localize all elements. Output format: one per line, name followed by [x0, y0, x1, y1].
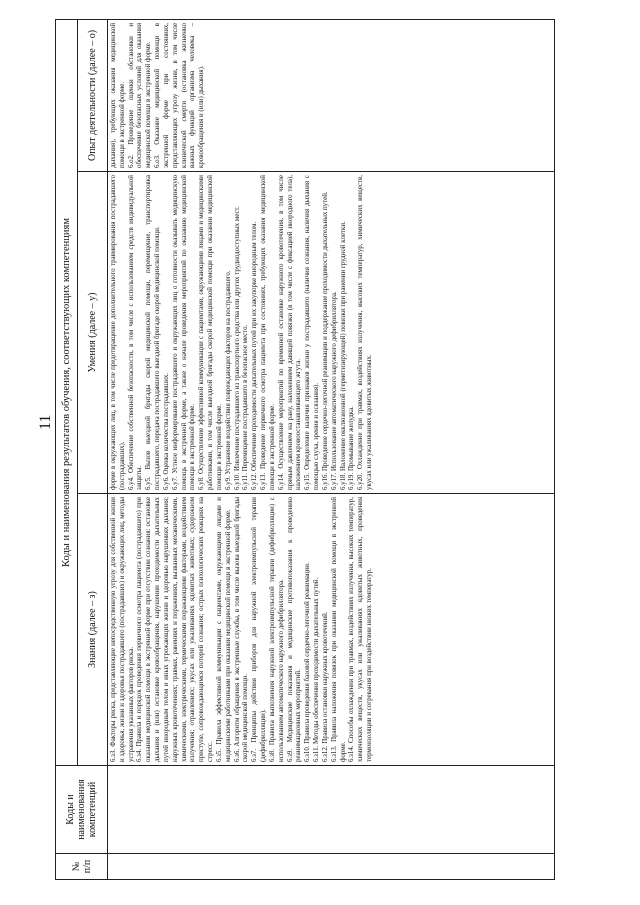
skill-item: 6.у10. Извлечение пострадавшего из транспортного средства или других труднодоступных мест.	[233, 206, 241, 490]
skill-item: 6.у15. Определение наличия признаков жизни у пострадавшего (наличия сознания, наличия дыхания с помощью слуха, зрения и осязания).	[304, 175, 321, 490]
skill-item: 6.у7. Устное информирование пострадавшего и окружающих лиц о готовности оказывать медицинскую помощь в экстренной форме, а также о начале проведения мероприятий по оказанию медицинской помощи в экстренной форме.	[171, 175, 197, 490]
skill-item: 6.у16. Проведение сердечно-легочной реанимации и поддержание проходимости дыхательных путей.	[321, 191, 329, 490]
skill-item: 6.у20. Охлаждение при травмах, воздействиях излучения, высоких температур, химических веществ, укусах или ужаливаниях ядовитых животных.	[357, 175, 374, 490]
knowledge-item: 6.з13. Правила наложения повязок при оказании медицинской помощи в экстренной форме.	[330, 497, 347, 762]
knowledge-item: 6.з6. Алгоритм обращения в экстренные службы, в том числе вызова выездной бригады скорой медицинской помощи.	[233, 497, 250, 762]
knowledge-item: 6.з3. Факторы риска, представляющие непосредственную угрозу для собственной жизни и здоровья, жизни и здоровья пострадавшего (пострадавших) и окружающих лиц, методы устранения указанных факторов риска.	[110, 497, 135, 762]
experience-item: 6.о3. Оказание медицинской помощи в экстренной форме при состояниях, представляющих угрозу жизни, в том числе клинической смерти (остановка жизненно важных функций организма человека – кровообращения и (или) дыхания).	[154, 22, 206, 168]
header-results-group: Коды и наименования результатов обучения, соответствующих компетенциям	[56, 19, 78, 765]
header-experience: Опыт деятельности (далее – о)	[78, 19, 108, 171]
skill-item: 6.у18. Наложение окклюзионной (герметизирующей) повязки при ранении грудной клетки.	[339, 221, 347, 490]
competency-table	[55, 19, 555, 880]
experience-item: дыхания), требующих оказания медицинской помощи в экстренной форме.	[110, 22, 126, 168]
page-number: 11	[37, 414, 54, 430]
knowledge-item: 6.з12. Правила остановки наружных кровотечений.	[321, 611, 329, 762]
skill-item: 6.у12. Обеспечение проходимости дыхательных путей при их закупорке инородным телом.	[251, 221, 259, 490]
skill-item: 6.у14. Осуществление мероприятий по временной остановке наружного кровотечения, в том числе прямым давлением на рану, наложением давящей повязки (в том числе с фиксацией инородного тела), наложением кровоостанавливающего жгута.	[277, 175, 303, 490]
experience-item: 6.о2. Проведение оценки обстановки и обеспечение безопасных условий для оказания медицинской помощи в экстренной форме.	[127, 22, 153, 168]
skill-item: 6.у8. Осуществление эффективной коммуникации с пациентами, окружающими лицами и медицинскими работниками, в том числе выездной бригады скорой медицинской помощи при оказании медицинской помощи в экстренной форме.	[198, 175, 223, 490]
skill-item: 6.у13. Проведение первичного осмотра пациента при состояниях, требующих оказания медицинской помощи в экстренной форме.	[260, 175, 276, 490]
cell-num	[108, 854, 555, 880]
knowledge-item: 6.з4. Правила и порядок проведения первичного осмотра пациента (пострадавшего) при оказании медицинской помощи в экстренной форме при отсутствии сознания: остановке дыхания и (или) остановке кровообращения, нарушении проходимости дыхательных путей инородным телом и иных угрожающих жизни и здоровью нарушениях дыхания; наружных кровотечениях; травмах, ранениях и поражениях, вызванных механическими, химическими, электрическими, термическими поражающими факторами, воздействием излучения; отравлениях; укусах или ужаливаниях ядовитых животных; судорожном приступе, сопровождающимся потерей сознания; острых психологических реакциях на стресс.	[136, 497, 215, 762]
skill-item: 6.у9. Устранение воздействия повреждающих факторов на пострадавшего.	[224, 270, 232, 490]
cell-experience	[108, 19, 555, 171]
knowledge-item: 6.з5. Правила эффективной коммуникации с пациентами, окружающими лицами и медицинскими работниками при оказании медицинской помощи в экстренной форме.	[215, 497, 232, 762]
cell-codes	[108, 766, 555, 854]
header-num: № п/п	[56, 854, 108, 880]
knowledge-item: 6.з11. Методы обеспечения проходимости дыхательных путей.	[313, 577, 321, 762]
knowledge-item: 6.з8. Правила выполнения наружной электроимпульсной терапии (дефибрилляции) с использованием автоматического наружного дефибриллятора.	[268, 497, 285, 762]
skill-item: 6.у11. Перемещение пострадавшего в безопасное место.	[242, 324, 250, 490]
knowledge-item: 6.з14. Способы охлаждения при травмах, воздействиях излучения, высоких температур, химических веществ, укусах или ужаливаниях ядовитых животных, проведения термоизоляции и согревания при воздействии низких температур.	[348, 497, 374, 762]
skill-item: форме в окружающих лиц, в том числе предотвращение дополнительного травмирования пострадавшего (пострадавших).	[110, 175, 126, 490]
skill-item: 6.у4. Обеспечение собственной безопасности, в том числе с использованием средств индивидуальной защиты.	[127, 175, 144, 490]
skill-item: 6.у6. Оценка количества пострадавших.	[162, 372, 170, 490]
cell-skills	[108, 172, 555, 494]
competency-table-sheet	[55, 20, 555, 880]
table-row	[108, 19, 555, 879]
knowledge-item: 6.з10. Правила проведения базовой сердечно-легочной реанимации.	[304, 562, 312, 762]
knowledge-item: 6.з7. Принципы действия приборов для наружной электроимпульсной терапии (дефибрилляции).	[251, 497, 268, 762]
skill-item: 6.у19. Промывание желудка.	[348, 406, 356, 490]
knowledge-item: 6.з9. Медицинские показания и медицинские противопоказания к проведению реанимационных мероприятий.	[286, 497, 303, 762]
header-skills: Умения (далее – у)	[78, 172, 108, 494]
header-codes: Коды и наименования компетенций	[56, 766, 108, 854]
skill-item: 6.у17. Использование автоматического наружного дефибриллятора.	[330, 291, 338, 490]
skill-item: 6.у5. Вызов выездной бригады скорой медицинской помощи, перемещение, транспортировка пострадавшего, передача пострадавшего выездной бригаде скорой медицинской помощи.	[145, 175, 162, 490]
cell-knowledge	[108, 494, 555, 766]
header-knowledge: Знания (далее – з)	[78, 494, 108, 766]
